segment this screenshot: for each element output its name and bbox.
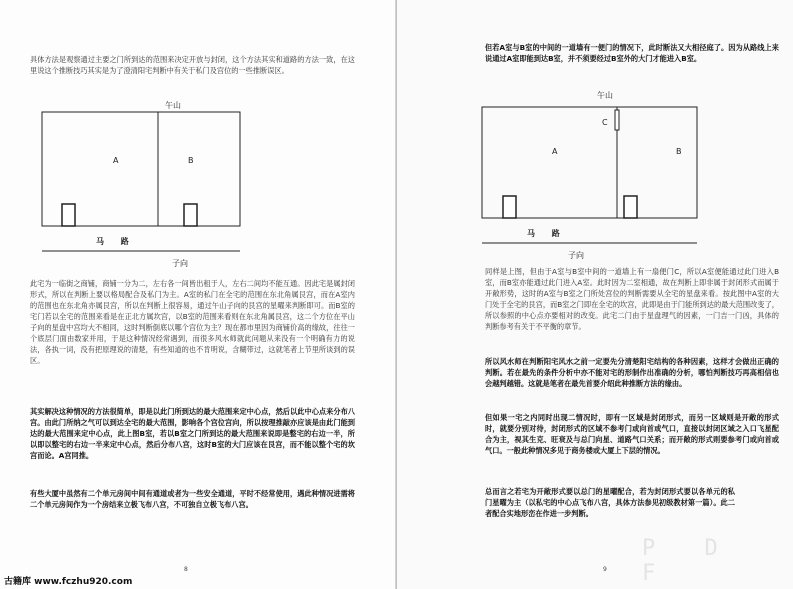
right-road-label: 马 路 xyxy=(527,229,560,238)
right-top-label: 午山 xyxy=(597,91,613,100)
left-paragraph-2: 此宅为一临街之商铺，商铺一分为二，左右各一间皆出租于人，左右二间均不能互通。因此宅是属封闭形式，所以在判断上要以格局配合及私门为主。A室的私门在全宅的范围在东北角属艮宫，而在A室内的范围也在东北角亦属艮宫，所以在判断上很容易，通过午山子向的艮宫的星曜来判断即可。而B室的宅门若以全宅的范围来看是在正北方属坎宫，以B室的范围来看则在东北角属艮宫，这二个方位在平山子向的星盘中宫均大不相同，这时判断倒底以哪个宫位为主？现在都市里因为商铺价高的缘故，往往一个底层门面由数家并用，于是这种情况经常遇到，而很多风水师就此问题从来没有一个明确有力的说法，各执一词，没有把原理说的清楚，有些知道的也不肯明说，含糊带过，这就笔者上节里所谈到的误区。 xyxy=(30,279,355,365)
left-paragraph-4: 有些大厦中虽然有二个单元房间中间有通道或者为一些安全通道，平时不经常使用，遇此种情况进需将二个单元房间作为一个房结来立极飞布八宫，不可独自立极飞布八宫。 xyxy=(30,489,355,509)
right-room-a-label: A xyxy=(552,147,558,156)
left-road-label: 马 路 xyxy=(96,237,129,246)
right-floor-plan-diagram xyxy=(397,0,793,300)
footer-site-label[interactable]: 古籍库 www.fczhu920.com xyxy=(4,577,133,587)
right-door-a xyxy=(503,196,516,218)
left-paragraph-3: 其实解决这种情况的方法很简单，即是以此门所到达的最大范围来定中心点，然后以此中心点来分布八宫。由此门所纳之气可以到达全宅的最大范围，影响各个宫位宫向，所以按理推敲亦应该是由此门能到达的最大范围来定中心点，此上图B室，若以B室之门所到达的最大范围来说即是整宅的右边一半，所以即以整宅的右边一半来定中心点，然后分布八宫，这时B室的大门应该在艮宫，而不能以整个宅的坎宫而论。A宫同推。 xyxy=(30,407,355,460)
left-door-a xyxy=(62,204,75,226)
right-bottom-label: 子向 xyxy=(568,251,584,260)
right-side-door-c xyxy=(615,110,619,130)
left-page-number: 8 xyxy=(184,566,188,573)
right-intro-paragraph: 但若A室与B室的中间的一道墙有一便门的情况下，此时断法又大相径庭了。因为从路线上来说通过A室即能到达B室，并不须要经过B室外的大门才能进入B室。 xyxy=(485,43,779,63)
right-paragraph-3: 所以风水师在判断阳宅风水之前一定要先分清楚阳宅结构的各种因素，这样才会做出正确的判断。若在最先的条件分析中亦不能对宅的形制作出准确的分析，哪怕判断技巧再高相信也会越判越错。这就是笔者在最先首要介绍此种推断方法的缘由。 xyxy=(485,357,779,388)
left-top-label: 午山 xyxy=(165,101,181,110)
right-room-c-label: C xyxy=(602,118,608,127)
left-room-a-label: A xyxy=(113,156,119,165)
watermark: P D F xyxy=(642,536,736,586)
right-paragraph-4: 但如果一宅之内同时出现二情况时，即有一区域是封闭形式，而另一区域则是开敞的形式时，就要分别对待，封闭形式的区域不参考门或向首或气口，直接以封闭区域之入口飞星配合为主，视其生克、旺衰及与总门向星、道路气口关系；而开敞的形式则要参考门或向首或气口。一般此种情况多见于商务楼或大厦上下层的情况。 xyxy=(485,413,779,455)
right-door-b xyxy=(624,196,637,218)
left-intro-paragraph: 具体方法是观察通过主要之门所到达的范围来决定开放与封闭，这个方法其实和道路的方法一致，在这里说这个推断技巧其实是为了澄清阳宅判断中有关于私门及宫位的一些推断误区。 xyxy=(30,55,355,75)
right-page xyxy=(397,0,793,589)
right-room-b-label: B xyxy=(676,147,682,156)
left-floor-plan-diagram xyxy=(0,0,396,300)
right-paragraph-2: 同样是上图，但由于A室与B室中间的一道墙上有一扇便门C，所以A室便能通过此门进入B室，而B室亦能通过此门进入A室。此时因为二室相通，故在判断上即非属于封闭形式而属于开敞形势，这时的A室与B室之门所处宫位的判断需要从全宅的星盘来看。按此图中A室的大门处于全宅的艮宫，而B室之门即在全宅的坎宫，此即是由于门能所到达的最大范围改变了，所以参照的中心点亦要相对的改变。此宅二门由于星盘理气的因素，一门吉一门凶，具体的判断参考有关于不平衡的章节。 xyxy=(485,267,779,331)
left-page xyxy=(0,0,396,589)
left-door-b xyxy=(184,204,197,226)
right-paragraph-5: 总而言之若宅为开敞形式要以总门的星曜配合，若为封闭形式要以各单元的私门星曜为主（以私宅的中心点飞布八宫，具体方法参见初级教材第一篇）。此二者配合实地形峦在作进一步判断。 xyxy=(485,487,735,518)
left-bottom-label: 子向 xyxy=(172,259,188,268)
right-page-number: 9 xyxy=(603,566,607,573)
left-room-b-label: B xyxy=(188,156,194,165)
